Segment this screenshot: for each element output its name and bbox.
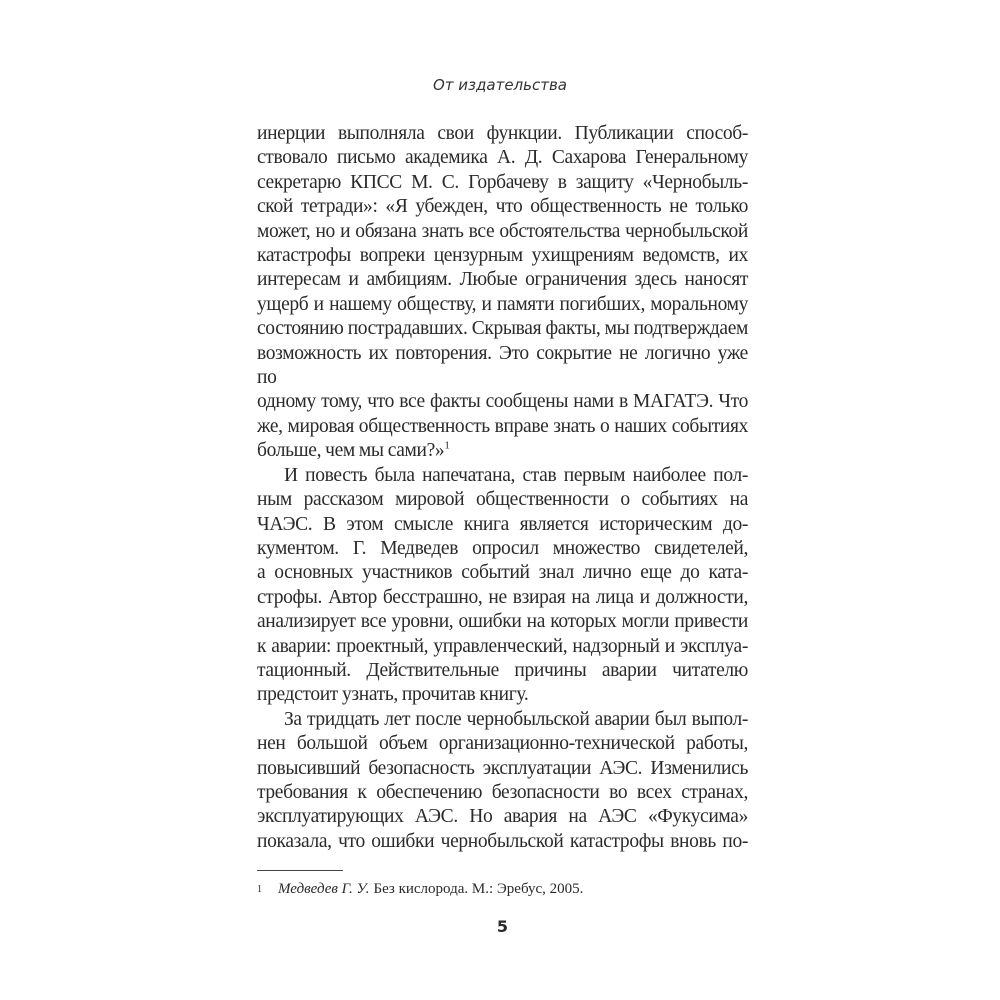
paragraph bbox=[257, 464, 748, 708]
text-line bbox=[257, 146, 748, 170]
line-text: одному тому, что все факты сообщены нами в МАГАТЭ. Что bbox=[257, 391, 748, 413]
line-text: кументом. Г. Медведев опросил множество свидетелей, bbox=[257, 537, 748, 559]
text-line bbox=[257, 610, 748, 634]
page-number: 5 bbox=[496, 917, 509, 937]
paragraph bbox=[257, 708, 748, 854]
page-content bbox=[257, 122, 748, 937]
text-line bbox=[257, 439, 748, 463]
line-text: ущерб и нашему обществу, и памяти погибших, моральному bbox=[257, 293, 748, 315]
text-line bbox=[257, 513, 748, 537]
line-text: катастрофы вопреки цензурным ухищрениям ведомств, их bbox=[257, 245, 748, 267]
text-line bbox=[257, 122, 748, 146]
text-line bbox=[257, 805, 748, 829]
text-line bbox=[257, 317, 748, 341]
text-line bbox=[257, 342, 748, 391]
line-text: ЧАЭС. В этом смысле книга является историческим до- bbox=[257, 513, 748, 535]
text-line bbox=[257, 220, 748, 244]
line-text: За тридцать лет после чернобыльской аварии был выпол- bbox=[284, 708, 748, 730]
line-text: возможность их повторения. Это сокрытие не логично уже по bbox=[257, 342, 748, 389]
line-text: интересам и амбициям. Любые ограничения здесь наносят bbox=[257, 269, 748, 291]
text-line bbox=[257, 390, 748, 414]
text-line bbox=[257, 415, 748, 439]
paragraph bbox=[257, 122, 748, 464]
body-text bbox=[257, 122, 748, 854]
text-line bbox=[257, 171, 748, 195]
line-text: предстоит узнать, прочитав книгу. bbox=[257, 684, 529, 706]
text-line bbox=[257, 293, 748, 317]
text-line bbox=[257, 561, 748, 585]
line-text: состоянию пострадавших. Скрывая факты, мы подтверждаем bbox=[257, 318, 748, 340]
line-text: а основных участников событий знал лично еще до ката- bbox=[257, 562, 748, 584]
line-text: больше, чем мы сами?» bbox=[257, 440, 445, 462]
text-line bbox=[257, 244, 748, 268]
text-line bbox=[257, 830, 748, 854]
running-header: От издательства bbox=[432, 76, 567, 94]
text-line bbox=[257, 586, 748, 610]
line-text: показала, что ошибки чернобыльской катастрофы вновь по- bbox=[257, 830, 748, 852]
text-line bbox=[257, 195, 748, 219]
line-text: повысивший безопасность эксплуатации АЭС. Изменились bbox=[257, 757, 748, 779]
line-text: эксплуатирующих АЭС. Но авария на АЭС «Фукусима» bbox=[257, 806, 748, 828]
text-line bbox=[257, 268, 748, 292]
line-text: анализирует все уровни, ошибки на которых могли привести bbox=[257, 611, 748, 633]
text-line bbox=[257, 708, 748, 732]
footnote-author: Медведев Г. У. bbox=[278, 881, 370, 898]
line-text: требования к обеспечению безопасности во всех странах, bbox=[257, 781, 748, 803]
text-line bbox=[257, 757, 748, 781]
line-text: И повесть была напечатана, став первым наиболее пол- bbox=[284, 464, 748, 486]
footnote bbox=[257, 880, 748, 899]
line-text: инерции выполняла свои функции. Публикации способ- bbox=[257, 123, 748, 144]
text-line bbox=[257, 537, 748, 561]
text-line bbox=[257, 683, 748, 707]
footnote-divider bbox=[257, 870, 343, 871]
text-line bbox=[257, 732, 748, 756]
line-text: ской тетради»: «Я убежден, что общественность не только bbox=[257, 196, 748, 218]
line-text: ствовало письмо академика А. Д. Сахарова Генеральному bbox=[257, 147, 748, 169]
line-text: же, мировая общественность вправе знать о наших событиях bbox=[257, 415, 748, 437]
line-text: к аварии: проектный, управленческий, надзорный и эксплуа- bbox=[257, 635, 748, 657]
footnote-text: Без кислорода. М.: Эребус, 2005. bbox=[373, 881, 584, 898]
text-line bbox=[257, 659, 748, 683]
line-text: может, но и обязана знать все обстоятельства чернобыльской bbox=[257, 220, 748, 242]
line-text: тационный. Действительные причины аварии читателю bbox=[257, 659, 748, 681]
line-text: нен большой объем организационно-технической работы, bbox=[257, 733, 748, 755]
footnote-reference: 1 bbox=[444, 439, 450, 452]
footnote-number: 1 bbox=[257, 884, 262, 896]
text-line bbox=[257, 464, 748, 488]
line-text: секретарю КПСС М. С. Горбачеву в защиту «Чернобыль- bbox=[257, 171, 748, 193]
line-text: строфы. Автор бесстрашно, не взирая на лица и должности, bbox=[257, 586, 748, 608]
line-text: ным рассказом мировой общественности о событиях на bbox=[257, 489, 748, 511]
text-line bbox=[257, 781, 748, 805]
text-line bbox=[257, 635, 748, 659]
text-line bbox=[257, 488, 748, 512]
